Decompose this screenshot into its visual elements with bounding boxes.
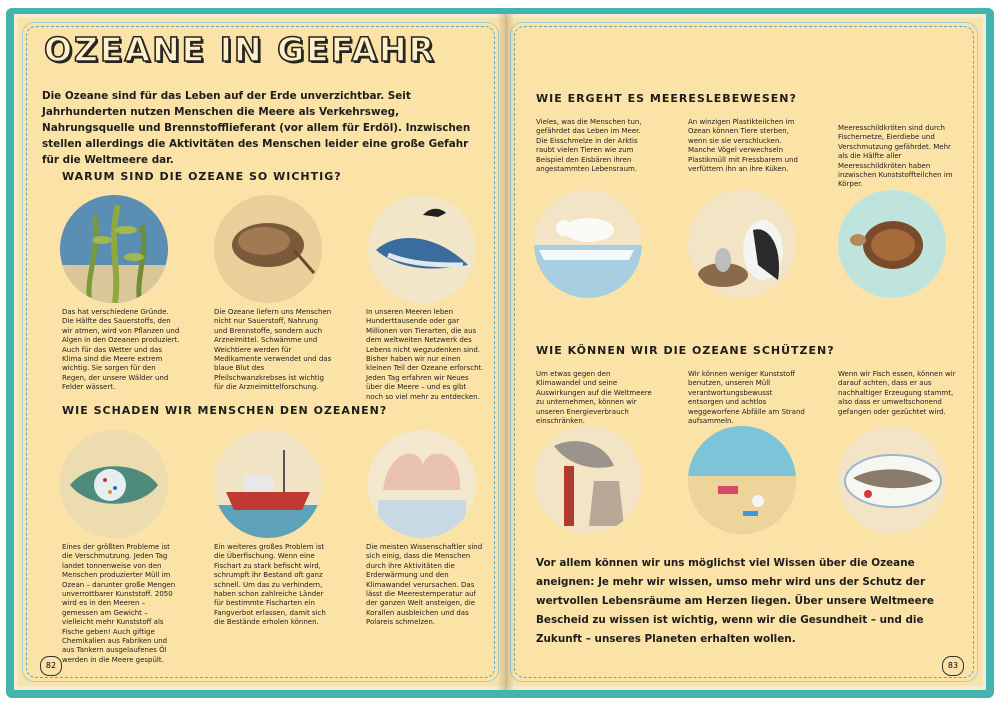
fish-plate-icon xyxy=(838,426,946,534)
fishing-boat-icon xyxy=(214,430,322,538)
page-title: OZEANE IN GEFAHR xyxy=(44,30,437,69)
page-number-right: 83 xyxy=(942,656,964,676)
horseshoe-crab-icon xyxy=(214,195,322,303)
fact-climate-text: Die meisten Wissenschaftler sind sich einig, dass die Menschen durch ihre Aktivitäten die Erderwärmung und den Klimawandel verursachen. Das lässt die Meerestemperatur auf der ganzen Welt ansteigen, die Korallen ausbleichen und das Polareis schmelzen. xyxy=(366,543,483,627)
polar-bear-icon xyxy=(534,190,642,298)
fact-species-text: In unseren Meeren leben Hunderttausende oder gar Millionen von Tierarten, die aus dem weltweiten Netzwerk des Lebens nicht wegzudenken sind. Bisher haben wir nur einen kleinen Teil der Ozeane erforscht. Jeden Tag erfahren wir Neues über die Meere – und es gibt noch so viel mehr zu entdecken. xyxy=(366,308,484,401)
section-heading-why-important: WARUM SIND DIE OZEANE SO WICHTIG? xyxy=(62,170,342,183)
book-gutter xyxy=(497,14,515,690)
seaweed-icon xyxy=(60,195,168,303)
intro-paragraph: Die Ozeane sind für das Leben auf der Erde unverzichtbar. Seit Jahrhunderten nutzen Menschen die Meere als Verkehrsweg, Nahrungsquelle und Brennstofflieferant (vor allem für Erdöl). Inzwischen stellen allerdings die Aktivitäten des Menschen leider eine große Gefahr für die Weltmeere dar. xyxy=(42,90,471,166)
beach-litter-icon xyxy=(688,426,796,534)
whale-icon xyxy=(368,195,476,303)
section-heading-how-harm: WIE SCHADEN WIR MENSCHEN DEN OZEANEN? xyxy=(62,404,388,417)
power-plant-icon xyxy=(534,426,642,534)
albatross-icon xyxy=(688,190,796,298)
fact-medicine-text: Die Ozeane liefern uns Menschen nicht nur Sauerstoff, Nahrung und Brennstoffe, sondern auch Arzneimittel. Schwämme und Weichtiere werden für Medikamente verwendet und das blaue Blut des Pfeilschwanzkrebses ist wichtig für die Arzneimittelforschung. xyxy=(214,308,332,392)
fact-overfishing-text: Ein weiteres großes Problem ist die Überfischung. Wenn eine Fischart zu stark befischt wird, schrumpft ihr Bestand oft ganz schnell. Um das zu verhindern, haben schon zahlreiche Länder für bestimmte Fischarten ein Fangverbot erlassen, damit sich die Bestände erholen können. xyxy=(214,543,326,627)
fact-plastic-birds-text: An winzigen Plastikteilchen im Ozean können Tiere sterben, wenn sie sie verschlucken. Manche Vögel verwechseln Plastikmüll mit Fressbarem und verfüttern ihn an ihre Küken. xyxy=(688,118,798,174)
fact-oxygen-text: Das hat verschiedene Gründe. Die Hälfte des Sauerstoffs, den wir atmen, wird von Pflanzen und Algen in den Ozeanen produziert. Auch für das Wetter und das Klima sind die Meere extrem wichtig. Sie sorgen für den Regen, der unsere Wälder und Felder wässert. xyxy=(62,308,180,392)
fish-plastic-icon xyxy=(60,430,168,538)
fact-pollution-text: Eines der größten Probleme ist die Verschmutzung. Jeden Tag landet tonnenweise von den Menschen produzierter Müll im Ozean – darunter große Mengen unverrottbarer Kunststoff. 2050 wird es in den Meeren – gemessen am Gewicht – vielleicht mehr Kunststoff als Fische geben! Auch giftige Chemikalien aus Fabriken und aus Tankern ausgelaufenes Öl werden in die Meere gespült. xyxy=(62,543,176,664)
fact-turtles-text: Meeresschildkröten sind durch Fischernetze, Eierdiebe und Verschmutzung gefährdet. Mehr als die Hälfte aller Meeresschildkröten haben inzwischen Kunststoffteilchen im Körper. xyxy=(838,124,953,189)
closing-paragraph: Vor allem können wir uns möglichst viel Wissen über die Ozeane aneignen: Je mehr wir wissen, umso mehr wird uns der Schutz der wertvollen Lebensräume am Herzen liegen. Über unsere Weltmeere Bescheid zu wissen ist wichtig, wenn wir die Gesundheit – und die Zukunft – unseres Planeten erhalten wollen. xyxy=(536,557,934,645)
fact-less-plastic-text: Wir können weniger Kunststoff benutzen, unseren Müll verantwortungsbewusst entsorgen und achtlos weggeworfene Abfälle am Strand aufsammeln. xyxy=(688,370,805,426)
section-heading-protect: WIE KÖNNEN WIR DIE OZEANE SCHÜTZEN? xyxy=(536,344,835,357)
bleached-coral-icon xyxy=(368,430,476,538)
fact-sustainable-fish-text: Wenn wir Fisch essen, können wir darauf achten, dass er aus nachhaltiger Erzeugung stammt, also dass er umweltschonend gefangen oder gezüchtet wird. xyxy=(838,370,956,416)
sea-turtle-icon xyxy=(838,190,946,298)
fact-ice-melt-text: Vieles, was die Menschen tun, gefährdet das Leben im Meer. Die Eisschmelze in der Arktis raubt vielen Tieren wie zum Beispiel den Eisbären ihren angestammten Lebensraum. xyxy=(536,118,642,174)
fact-energy-text: Um etwas gegen den Klimawandel und seine Auswirkungen auf die Weltmeere zu unternehmen, können wir unseren Energieverbrauch einschränken. xyxy=(536,370,652,426)
page-number-left: 82 xyxy=(40,656,62,676)
section-heading-sea-life: WIE ERGEHT ES MEERESLEBEWESEN? xyxy=(536,92,797,105)
